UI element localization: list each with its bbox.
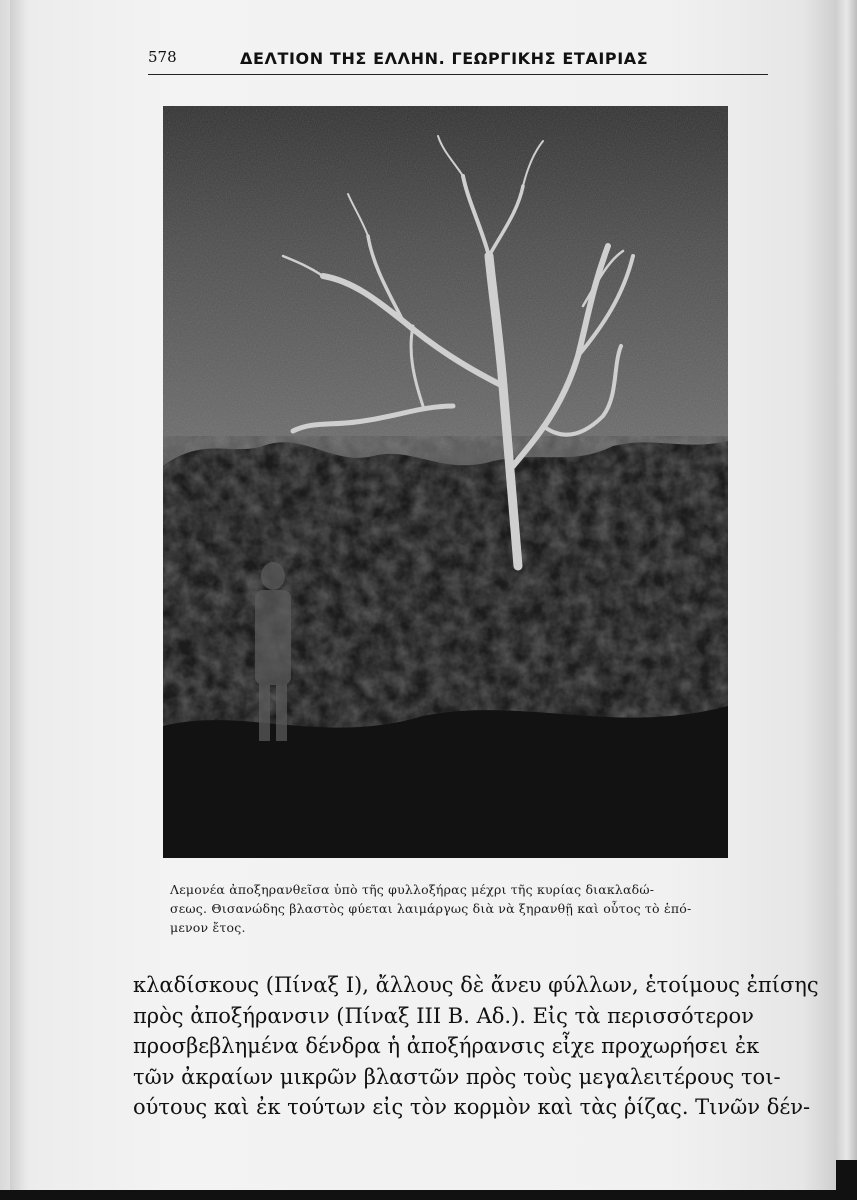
caption-line-1: Λεμονέα ἀποξηρανθεῖσα ὑπὸ τῆς φυλλοξήρας μέχρι τῆς κυρίας διακλαδώ-	[170, 882, 655, 897]
page-header	[148, 46, 768, 75]
body-paragraph	[133, 970, 819, 1123]
body-line-2: πρὸς ἀποξήρανσιν (Πίναξ ΙΙΙ Β. Αδ.). Εἰς τὰ περισσότερον	[133, 1003, 754, 1028]
body-line-1: κλαδίσκους (Πίναξ Ι), ἄλλους δὲ ἄνευ φύλλων, ἑτοίμους ἐπίσης	[133, 973, 819, 997]
caption-line-3: μενον ἔτος.	[170, 920, 246, 935]
body-line-4: τῶν ἀκραίων μικρῶν βλαστῶν πρὸς τοὺς μεγαλειτέρους τοι-	[133, 1064, 781, 1089]
caption-line-2: σεως. Θισανώδης βλαστὸς φύεται λαιμάργως διὰ νὰ ξηρανθῇ καὶ οὗτος τὸ ἑπό-	[170, 901, 692, 916]
running-head: ΔΕΛΤΙΟΝ ΤΗΣ ΕΛΛΗΝ. ΓΕΩΡΓΙΚΗΣ ΕΤΑΙΡΙΑΣ	[240, 49, 649, 68]
scan-corner-edge	[836, 1160, 857, 1200]
figure-photograph	[163, 106, 728, 858]
body-line-3: προσβεβλημένα δένδρα ἡ ἀποξήρανσις εἶχε προχωρήσει ἐκ	[133, 1034, 760, 1058]
page-number: 578	[148, 48, 177, 66]
foliage-mass	[163, 436, 728, 858]
body-line-5: ούτους καὶ ἐκ τούτων εἰς τὸν κορμὸν καὶ τὰς ῥίζας. Τινῶν δέν-	[133, 1095, 811, 1119]
binding-shadow	[10, 0, 30, 1190]
figure-caption	[170, 880, 738, 937]
next-page-edge	[836, 0, 857, 1200]
